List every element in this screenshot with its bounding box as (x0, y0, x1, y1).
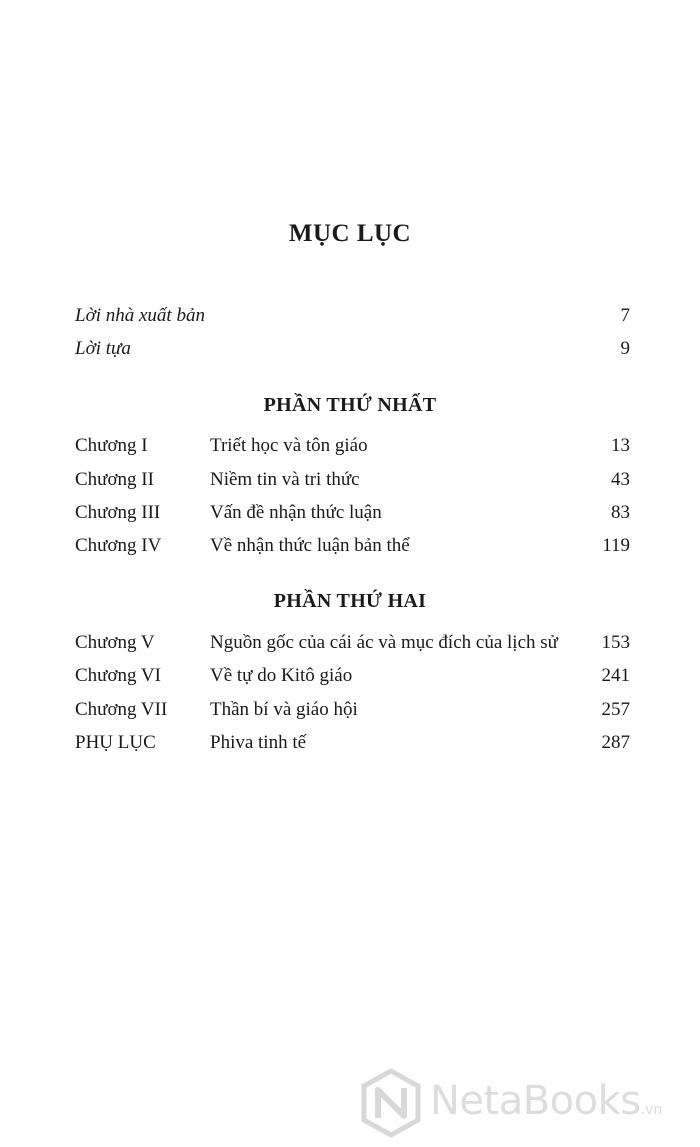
chapter-title: Vấn đề nhận thức luận (210, 502, 382, 523)
chapter-page: 43 (611, 469, 630, 490)
chapter-page: 13 (611, 435, 630, 456)
toc-chapter-row (75, 432, 630, 460)
chapter-number: Chương V (75, 632, 155, 653)
chapter-number: Chương I (75, 435, 148, 456)
part-heading-two: PHẦN THỨ HAI (273, 590, 427, 612)
toc-title: MỤC LỤC (288, 220, 412, 247)
netabooks-watermark (360, 1068, 700, 1138)
chapter-number: Chương III (75, 502, 161, 523)
chapter-page: 287 (601, 732, 630, 753)
toc-chapter-row (75, 629, 630, 657)
watermark-suffix: .vn (640, 1102, 663, 1118)
toc-entry-publisher-note (75, 302, 630, 330)
chapter-page: 119 (602, 535, 630, 556)
chapter-title: Thần bí và giáo hội (210, 699, 358, 720)
chapter-page: 153 (601, 632, 630, 653)
netabooks-logo-icon (360, 1068, 422, 1138)
toc-entry-page: 9 (620, 338, 630, 359)
watermark-text (430, 1078, 662, 1124)
chapter-title: Nguồn gốc của cái ác và mục đích của lịch sử (210, 632, 558, 653)
chapter-title: Triết học và tôn giáo (210, 435, 368, 456)
toc-chapter-row (75, 466, 630, 494)
chapter-title: Về tự do Kitô giáo (210, 665, 353, 686)
chapter-title: Về nhận thức luận bản thể (210, 535, 410, 556)
toc-entry-label: Lời tựa (75, 338, 131, 359)
watermark-brand: NetaBooks (430, 1078, 641, 1124)
toc-entry-preface (75, 335, 630, 363)
chapter-number: Chương II (75, 469, 154, 490)
chapter-number: Chương VII (75, 699, 168, 720)
toc-chapter-row (75, 696, 630, 724)
part-heading-one: PHẦN THỨ NHẤT (263, 394, 437, 416)
toc-entry-page: 7 (620, 305, 630, 326)
chapter-title: Niềm tin và tri thức (210, 469, 360, 490)
chapter-number: PHỤ LỤC (75, 732, 156, 753)
chapter-title: Phiva tinh tế (210, 732, 307, 753)
toc-entry-label: Lời nhà xuất bản (75, 305, 205, 326)
chapter-page: 257 (601, 699, 630, 720)
toc-chapter-row (75, 729, 630, 757)
toc-chapter-row (75, 532, 630, 560)
chapter-number: Chương VI (75, 665, 161, 686)
toc-chapter-row (75, 662, 630, 690)
chapter-number: Chương IV (75, 535, 162, 556)
toc-chapter-row (75, 499, 630, 527)
chapter-page: 83 (611, 502, 630, 523)
chapter-page: 241 (601, 665, 630, 686)
